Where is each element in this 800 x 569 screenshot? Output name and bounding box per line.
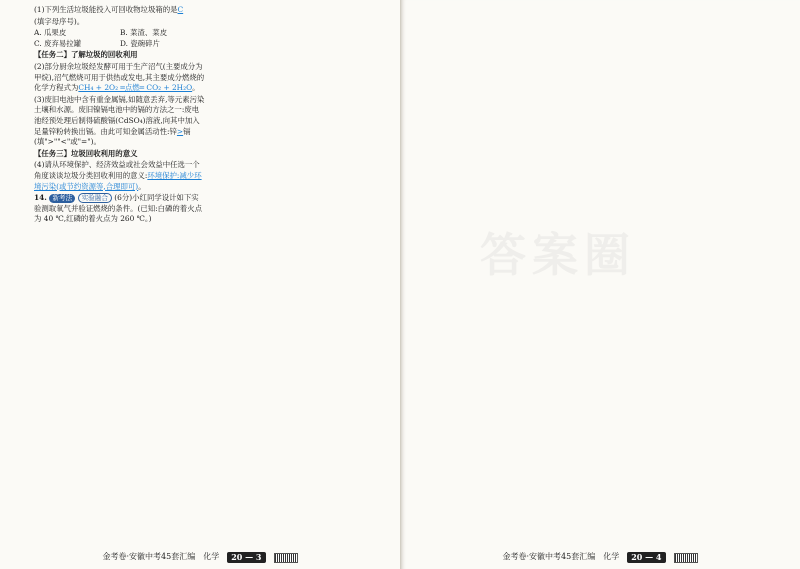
text-run: (2)部分厨余垃圾经发酵可用于生产沼气(主要成分为甲烷),沼气燃烧可用于供热或发电,其主要成分燃烧的化学方程式为 <box>34 61 205 93</box>
right-page <box>400 0 800 569</box>
page-number: 20 — 4 <box>627 552 665 563</box>
experiment-tag: 实验融合 <box>78 193 112 203</box>
question-text <box>34 160 206 192</box>
footer-series: 金考卷·安徽中考45套汇编 <box>502 552 596 562</box>
section-heading: 【任务二】了解垃圾的回收利用 <box>34 50 138 60</box>
section-heading: 【任务三】垃圾回收利用的意义 <box>34 148 138 158</box>
right-column-1 <box>436 5 612 540</box>
answer-text: C <box>177 5 184 14</box>
left-column-1 <box>34 5 206 540</box>
text-run: (4)请从环境保护、经济效益或社会效益中任选一个角度谈谈垃圾分类回收利用的意义: <box>34 160 200 180</box>
text-run: (1)下列生活垃圾能投入可回收物垃圾箱的是 <box>34 5 178 14</box>
option: C. 废弃易拉罐 <box>34 38 82 48</box>
footer-subject: 化学 <box>203 552 220 562</box>
text-run: 。 <box>138 181 146 191</box>
new-method-tag: 新考法 <box>49 194 75 203</box>
barcode-icon <box>674 553 698 563</box>
option: D. 瓷碗碎片 <box>120 38 160 48</box>
text-run: (填字母序号)。 <box>34 16 85 26</box>
left-footer <box>0 552 400 563</box>
text-run: (6分)小红同学设计如下实验测取氧气并验证燃烧的条件。(已知:白磷的着火点为 40 ℃,红磷的着火点为 260 ℃。) <box>34 193 202 224</box>
question-text <box>34 5 206 16</box>
left-column-2 <box>212 5 392 540</box>
answer-text: CH₄ + 2O₂ ═点燃═ CO₂ + 2H₂O <box>78 83 193 93</box>
text-run: (3)废旧电池中含有重金属镉,如随意丢弃,等元素污染土壤和水源。废旧镍镉电池中的镉的方法之一:废电池经预处理后制得硫酸镉(CdSO₄)溶液,向其中加入足量锌粉转换出镉。由此可知金属活动性:锌 <box>34 94 205 136</box>
right-footer <box>400 552 800 563</box>
watermark: 答案圈 <box>480 228 636 282</box>
barcode-icon <box>274 553 298 563</box>
question-text <box>34 62 206 94</box>
option: A. 瓜果皮 <box>34 28 67 38</box>
option: B. 菜渣、菜皮 <box>120 28 168 38</box>
answer-text: > <box>176 126 184 136</box>
question-text <box>34 95 206 148</box>
question-text <box>34 17 206 28</box>
footer-subject: 化学 <box>603 552 620 562</box>
right-column-2 <box>620 5 792 540</box>
options <box>34 28 206 49</box>
footer-series: 金考卷·安徽中考45套汇编 <box>102 552 196 562</box>
page-number: 20 — 3 <box>227 552 265 563</box>
answer-text: 环境保护:减少环境污染(或节约资源等,合理即可) <box>34 170 202 191</box>
text-run: 镉(填">""<"或"=")。 <box>34 126 191 147</box>
question-number: 14. <box>34 193 50 203</box>
text-run: 。 <box>192 83 200 93</box>
question-14 <box>34 193 206 225</box>
